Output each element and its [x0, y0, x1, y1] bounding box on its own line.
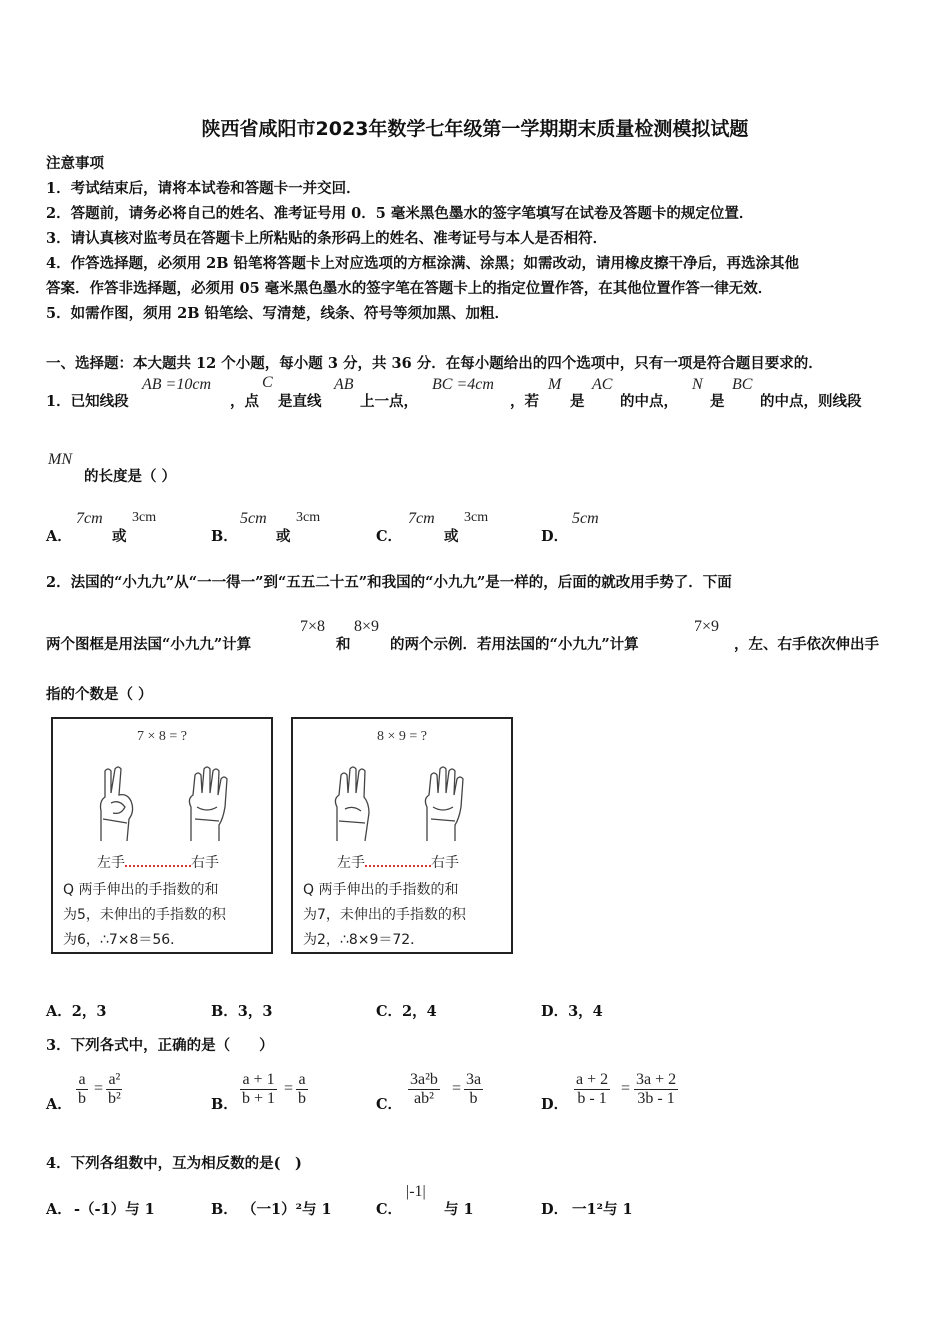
option-value: 3cm	[464, 510, 489, 525]
q1-text: 的中点，	[620, 393, 678, 410]
page-title: 陕西省咸阳市2023年数学七年级第一学期期末质量检测模拟试题	[201, 118, 749, 140]
numerator: a + 2	[576, 1071, 609, 1088]
q2-text: 的两个示例．若用法国的“小九九”计算	[390, 636, 639, 653]
notice-item: 5．如需作图，须用 2B 铅笔绘、写清楚，线条、符号等须加黑、加粗．	[46, 305, 510, 322]
option-or: 或	[444, 528, 459, 545]
option: A．2，3	[46, 1003, 107, 1020]
figure-caption: 7 × 8 = ?	[136, 729, 187, 744]
figure-explanation: Q 两手伸出的手指数的和	[303, 882, 459, 898]
q4-stem: 4．下列各组数中，互为相反数的是( )	[46, 1155, 302, 1172]
option-label: C．	[376, 1096, 403, 1113]
q3-stem: 3．下列各式中，正确的是（ ）	[46, 1037, 274, 1054]
q2-math: 7×8	[300, 618, 326, 635]
option-label: A．	[46, 1096, 72, 1113]
q1-text: 是直线	[278, 393, 322, 410]
q2-math: 8×9	[354, 618, 380, 635]
option-or: 或	[112, 528, 127, 545]
option-math: |-1|	[406, 1183, 426, 1200]
equals-sign: =	[452, 1080, 462, 1097]
option: D．3，4	[541, 1003, 603, 1020]
q1-math: N	[692, 376, 703, 393]
q2-text: 两个图框是用法国“小九九”计算	[46, 636, 252, 653]
numerator: 3a	[466, 1071, 482, 1088]
wavy-blank	[365, 855, 431, 867]
q1-math: M	[548, 376, 562, 393]
denominator: b	[469, 1090, 478, 1107]
left-hand-icon	[91, 763, 141, 843]
left-hand-label: 左手	[97, 855, 125, 871]
q1-text: 是	[570, 393, 585, 410]
hand-labels	[337, 852, 459, 872]
option-label: D．	[541, 1096, 569, 1113]
option-label: A．	[46, 528, 72, 545]
option: B．3，3	[211, 1003, 273, 1020]
q1-math: C	[262, 374, 273, 391]
figure-box	[291, 717, 513, 954]
numerator: 3a²b	[410, 1071, 438, 1088]
option-text: 与 1	[444, 1201, 474, 1218]
denominator: b + 1	[242, 1090, 276, 1107]
notice-item: 4．作答选择题，必须用 2B 铅笔将答题卡上对应选项的方框涂满、涂黑；如需改动，请用橡皮擦干净后，再选涂其他	[46, 255, 800, 272]
figure-box	[51, 717, 273, 954]
q2-text: 和	[336, 636, 351, 653]
left-hand-icon	[329, 763, 379, 843]
denominator: ab²	[414, 1090, 434, 1107]
q1-text: 的长度是（ ）	[84, 468, 177, 485]
q2-text: ，左、右手依次伸出手	[734, 636, 879, 653]
figure-explanation: 为7，未伸出的手指数的积	[303, 907, 466, 923]
equals-sign: =	[284, 1080, 294, 1097]
option-value: 3cm	[132, 510, 157, 525]
notice-item: 1．考试结束后，请将本试卷和答题卡一并交回．	[46, 180, 361, 197]
wavy-blank	[125, 855, 191, 867]
q2-math: 7×9	[694, 618, 720, 635]
option-label: C．	[376, 1201, 403, 1218]
option-value: 7cm	[408, 510, 435, 527]
q1-math: AC	[592, 376, 613, 393]
option-value: 5cm	[572, 510, 599, 527]
q1-math: MN	[48, 451, 72, 468]
q1-text: 1．已知线段	[46, 393, 129, 410]
option-text: 一1²与 1	[572, 1201, 633, 1218]
q1-text: ，点	[230, 393, 259, 410]
option-label: B．	[211, 1201, 238, 1218]
q2-text: 指的个数是（ ）	[46, 686, 153, 703]
option-value: 3cm	[296, 510, 321, 525]
denominator: b	[78, 1090, 86, 1107]
option: C．2，4	[376, 1003, 437, 1020]
fraction	[574, 1071, 610, 1108]
q1-math: BC	[732, 376, 753, 393]
figure-explanation: 为5，未伸出的手指数的积	[63, 907, 226, 923]
denominator: 3b - 1	[637, 1090, 675, 1107]
notice-item: 答案．作答非选择题，必须用 05 毫米黑色墨水的签字笔在答题卡上的指定位置作答，在其他位置作答一律无效．	[46, 280, 773, 297]
option-label: C．	[376, 528, 403, 545]
option-value: 5cm	[240, 510, 267, 527]
option-label: D．	[541, 1201, 569, 1218]
option-value: 7cm	[76, 510, 103, 527]
numerator: a	[298, 1071, 306, 1088]
q1-text: 上一点，	[360, 393, 418, 410]
option-label: A．	[46, 1201, 72, 1218]
q2-text: 2．法国的“小九九”从“一一得一”到“五五二十五”和我国的“小九九”是一样的，后面的就改用手势了．下面	[46, 574, 732, 591]
right-hand-label: 右手	[191, 855, 219, 871]
equals-sign: =	[94, 1080, 104, 1097]
left-hand-label: 左手	[337, 855, 365, 871]
option-label: B．	[211, 1096, 238, 1113]
right-hand-icon	[183, 763, 233, 843]
fraction	[240, 1071, 277, 1108]
denominator: b - 1	[577, 1090, 607, 1107]
q1-math: AB =10cm	[142, 376, 211, 393]
q1-text: 的中点，则线段	[760, 393, 862, 410]
numerator: a	[78, 1071, 86, 1088]
q1-text: ，若	[510, 393, 539, 410]
fraction	[408, 1071, 440, 1108]
right-hand-label: 右手	[431, 855, 459, 871]
notice-item: 2．答题前，请务必将自己的姓名、准考证号用 0．5 毫米黑色墨水的签字笔填写在试卷及答题卡的规定位置．	[46, 205, 754, 222]
fraction	[76, 1071, 88, 1108]
q1-text: 是	[710, 393, 725, 410]
figure-explanation: Q 两手伸出的手指数的和	[63, 882, 219, 898]
notice-heading: 注意事项	[46, 155, 104, 172]
equals-sign: =	[621, 1080, 631, 1097]
denominator: b	[298, 1090, 306, 1107]
notice-item: 3．请认真核对监考员在答题卡上所粘贴的条形码上的姓名、准考证号与本人是否相符．	[46, 230, 608, 247]
figure-explanation: 为2，∴8×9＝72．	[303, 932, 425, 948]
denominator: b²	[108, 1090, 121, 1107]
option-label: B．	[211, 528, 238, 545]
option-or: 或	[276, 528, 291, 545]
fraction	[634, 1071, 678, 1108]
option-text: （一1）²与 1	[242, 1201, 332, 1218]
right-hand-icon	[419, 763, 469, 843]
q1-math: BC =4cm	[432, 376, 494, 393]
figure-explanation: 为6，∴7×8＝56．	[63, 932, 185, 948]
hand-labels	[97, 852, 219, 872]
numerator: a²	[108, 1071, 121, 1088]
option-text: -（-1）与 1	[74, 1201, 155, 1218]
numerator: 3a + 2	[636, 1071, 677, 1088]
q1-math: AB	[334, 376, 354, 393]
numerator: a + 1	[242, 1071, 275, 1088]
figure-caption: 8 × 9 = ?	[376, 729, 427, 744]
fraction	[464, 1071, 483, 1108]
fraction	[106, 1071, 123, 1108]
section-heading: 一、选择题：本大题共 12 个小题，每小题 3 分，共 36 分．在每小题给出的四个选项中，只有一项是符合题目要求的．	[46, 355, 823, 372]
option-label: D．	[541, 528, 569, 545]
fraction	[296, 1071, 308, 1108]
